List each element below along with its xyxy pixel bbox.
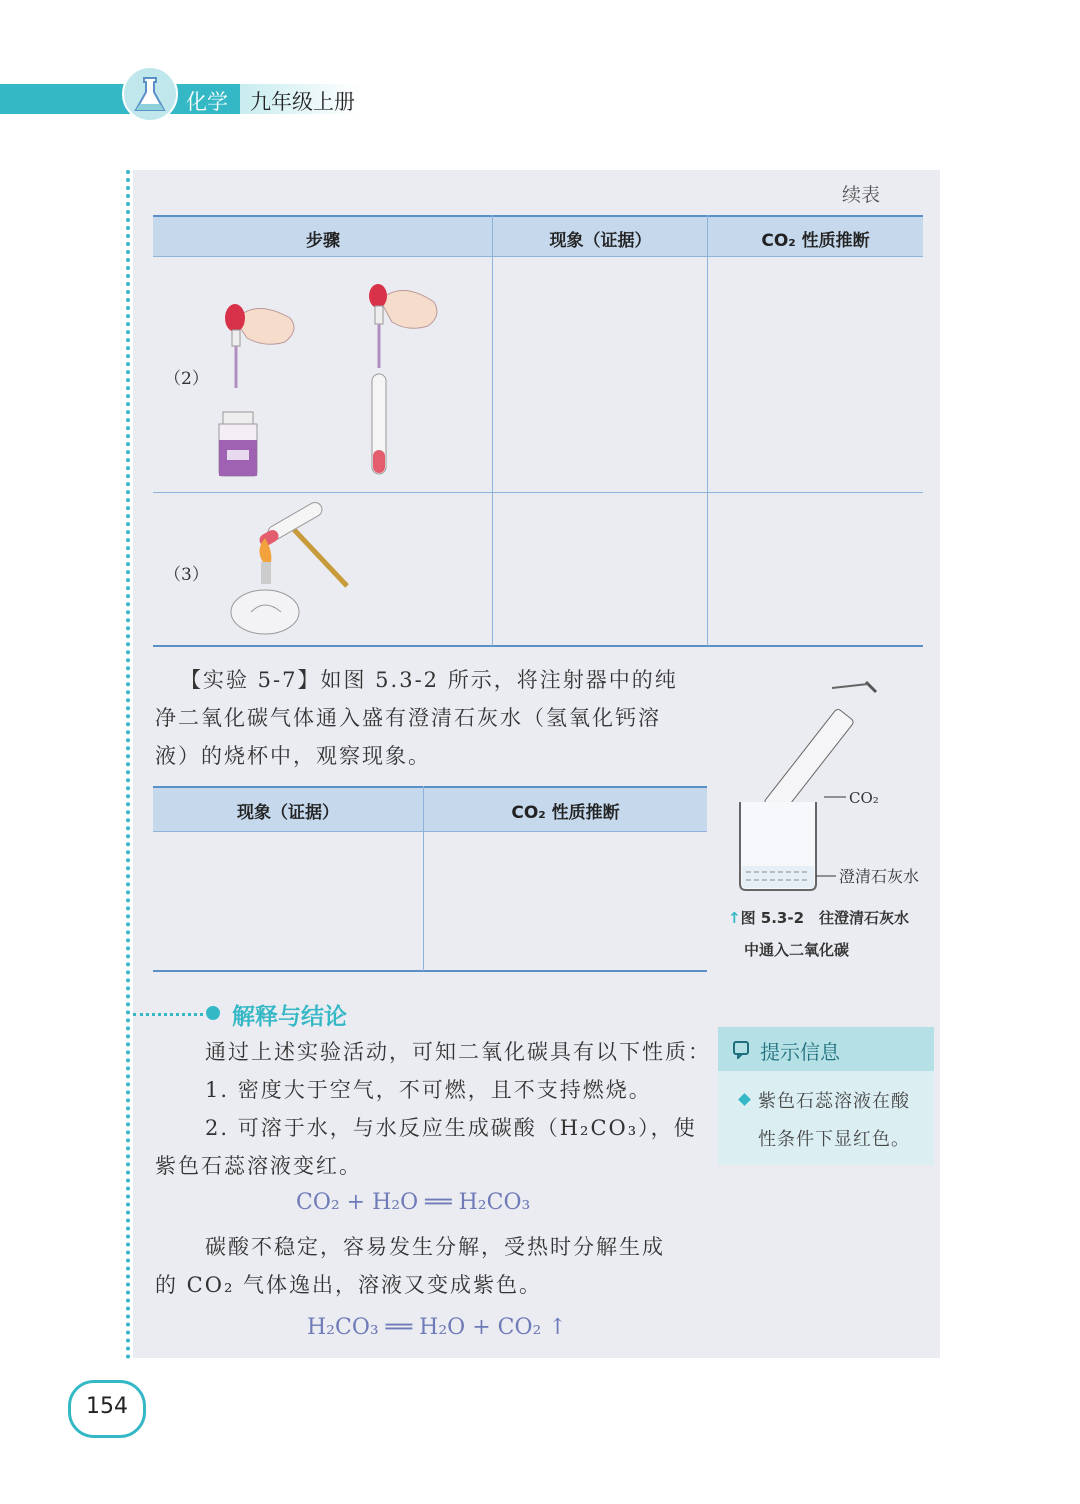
- section-title: 解释与结论: [232, 1004, 347, 1030]
- caption-arrow-icon: ↑: [728, 909, 741, 927]
- table1-divider: [707, 215, 708, 646]
- syringe-beaker-figure: [728, 672, 938, 897]
- page-number: 154: [86, 1394, 128, 1419]
- step-label-2: （2）: [164, 369, 209, 389]
- experiment-line-3: 液）的烧杯中，观察现象。: [155, 744, 431, 768]
- table1-rule: [153, 492, 923, 493]
- figure-label-limewater: 澄清石灰水: [839, 867, 920, 886]
- tip-bullet-icon: [738, 1093, 751, 1106]
- experiment-line-1: 【实验 5-7】如图 5.3-2 所示，将注射器中的纯: [180, 668, 678, 692]
- tip-header: [718, 1027, 934, 1071]
- conclusion-point-2b: 紫色石蕊溶液变红。: [155, 1154, 362, 1178]
- table1-divider: [492, 215, 493, 646]
- equation-co2-h2o: CO₂ + H₂O ══ H₂CO₃: [296, 1190, 531, 1215]
- table-continued-label: 续表: [842, 184, 881, 206]
- table2-bottom-rule: [153, 970, 707, 972]
- table1-bottom-rule: [153, 645, 923, 647]
- alcohol-lamp-heating-illustration: [225, 500, 355, 640]
- margin-dotted-line: [126, 170, 130, 1360]
- table1-header-inference: CO₂ 性质推断: [761, 231, 870, 251]
- table1-header-phenomenon: 现象（证据）: [549, 231, 652, 251]
- conclusion-intro: 通过上述实验活动，可知二氧化碳具有以下性质：: [205, 1040, 711, 1064]
- figure-caption: [728, 902, 938, 966]
- header-subject: 化学: [186, 90, 228, 114]
- conclusion-point-1: 1. 密度大于空气，不可燃，且不支持燃烧。: [205, 1078, 652, 1102]
- chat-bubble-icon: [732, 1039, 752, 1059]
- table2-rule: [153, 831, 707, 832]
- experiment-line-2: 净二氧化碳气体通入盛有澄清石灰水（氢氧化钙溶: [155, 706, 661, 730]
- table1-header-step: 步骤: [306, 231, 340, 251]
- figure-caption-line-1: ↑图 5.3-2 往澄清石灰水: [728, 909, 910, 927]
- section-dotted-leader: [133, 1013, 203, 1016]
- conclusion-point-3b: 的 CO₂ 气体逸出，溶液又变成紫色。: [155, 1273, 543, 1297]
- table2-header-phenomenon: 现象（证据）: [237, 803, 339, 823]
- step-label-3: （3）: [164, 565, 209, 585]
- table1-rule: [153, 256, 923, 257]
- conclusion-point-2a: 2. 可溶于水，与水反应生成碳酸（H₂CO₃），使: [205, 1116, 697, 1140]
- flask-logo-icon: [122, 66, 178, 122]
- tip-title: 提示信息: [760, 1040, 840, 1064]
- table2-header-inference: CO₂ 性质推断: [511, 803, 620, 823]
- section-bullet-icon: [206, 1006, 220, 1020]
- tip-text: 紫色石蕊溶液在酸性条件下显红色。: [758, 1091, 910, 1150]
- header-book-title: 九年级上册: [250, 90, 355, 114]
- dropper-bottle-illustration: [205, 290, 315, 490]
- table2-divider: [423, 786, 424, 971]
- equation-h2co3-decompose: H₂CO₃ ══ H₂O + CO₂ ↑: [307, 1315, 567, 1340]
- dropper-test-tube-illustration: [350, 280, 450, 480]
- figure-caption-line-2: 中通入二氧化碳: [744, 941, 850, 959]
- tip-box: [718, 1027, 934, 1165]
- conclusion-point-3a: 碳酸不稳定，容易发生分解，受热时分解生成: [205, 1235, 665, 1259]
- figure-label-co2: CO₂: [849, 789, 879, 807]
